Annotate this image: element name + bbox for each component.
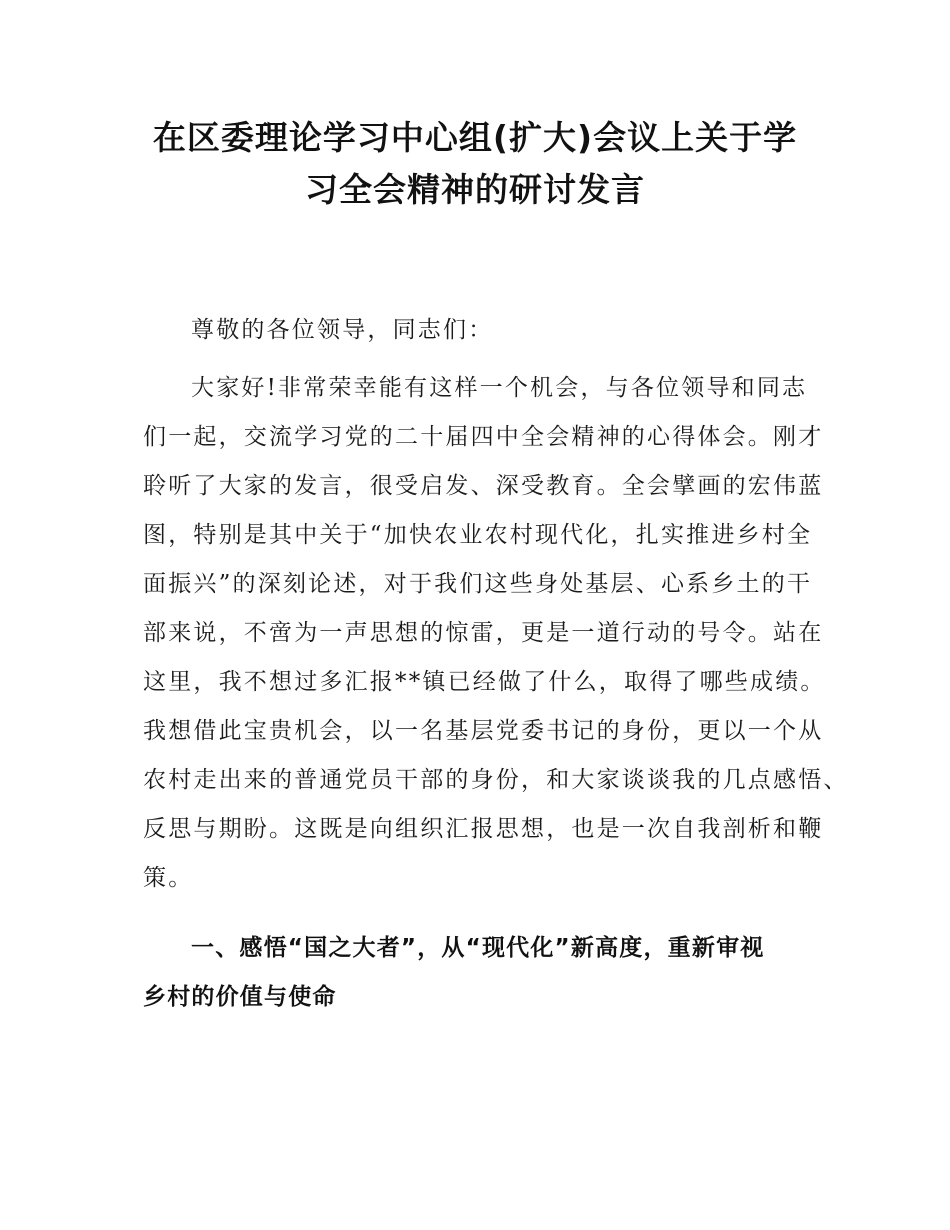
paragraph-line: 们一起，交流学习党的二十届四中全会精神的心得体会。刚才 (143, 424, 824, 450)
paragraph-line: 大家好!非常荣幸能有这样一个机会，与各位领导和同志 (191, 375, 808, 401)
document-title (120, 112, 830, 216)
paragraph-line: 农村走出来的普通党员干部的身份，和大家谈谈我的几点感悟、 (143, 767, 849, 793)
paragraph-line: 反思与期盼。这既是向组织汇报思想，也是一次自我剖析和鞭 (143, 816, 824, 842)
opening-paragraph (143, 364, 849, 903)
title-line-2: 习全会精神的研讨发言 (305, 170, 645, 209)
paragraph-line: 策。 (143, 865, 194, 891)
section-heading-line-2: 乡村的价值与使命 (143, 984, 337, 1010)
section-heading (143, 924, 823, 1022)
paragraph-line: 聆听了大家的发言，很受启发、深受教育。全会擘画的宏伟蓝 (143, 473, 824, 499)
paragraph-line: 这里，我不想过多汇报**镇已经做了什么，取得了哪些成绩。 (143, 669, 826, 695)
salutation: 尊敬的各位领导，同志们： (191, 317, 494, 343)
paragraph-line: 部来说，不啻为一声思想的惊雷，更是一道行动的号令。站在 (143, 620, 824, 646)
paragraph-line: 图，特别是其中关于“加快农业农村现代化，扎实推进乡村全 (143, 522, 813, 548)
section-heading-line-1: 一、感悟“国之大者”，从“现代化”新高度，重新审视 (191, 935, 765, 961)
paragraph-line: 面振兴”的深刻论述，对于我们这些身处基层、心系乡土的干 (143, 571, 813, 597)
title-line-1: 在区委理论学习中心组(扩大)会议上关于学 (152, 118, 798, 157)
paragraph-line: 我想借此宝贵机会，以一名基层党委书记的身份，更以一个从 (143, 718, 824, 744)
